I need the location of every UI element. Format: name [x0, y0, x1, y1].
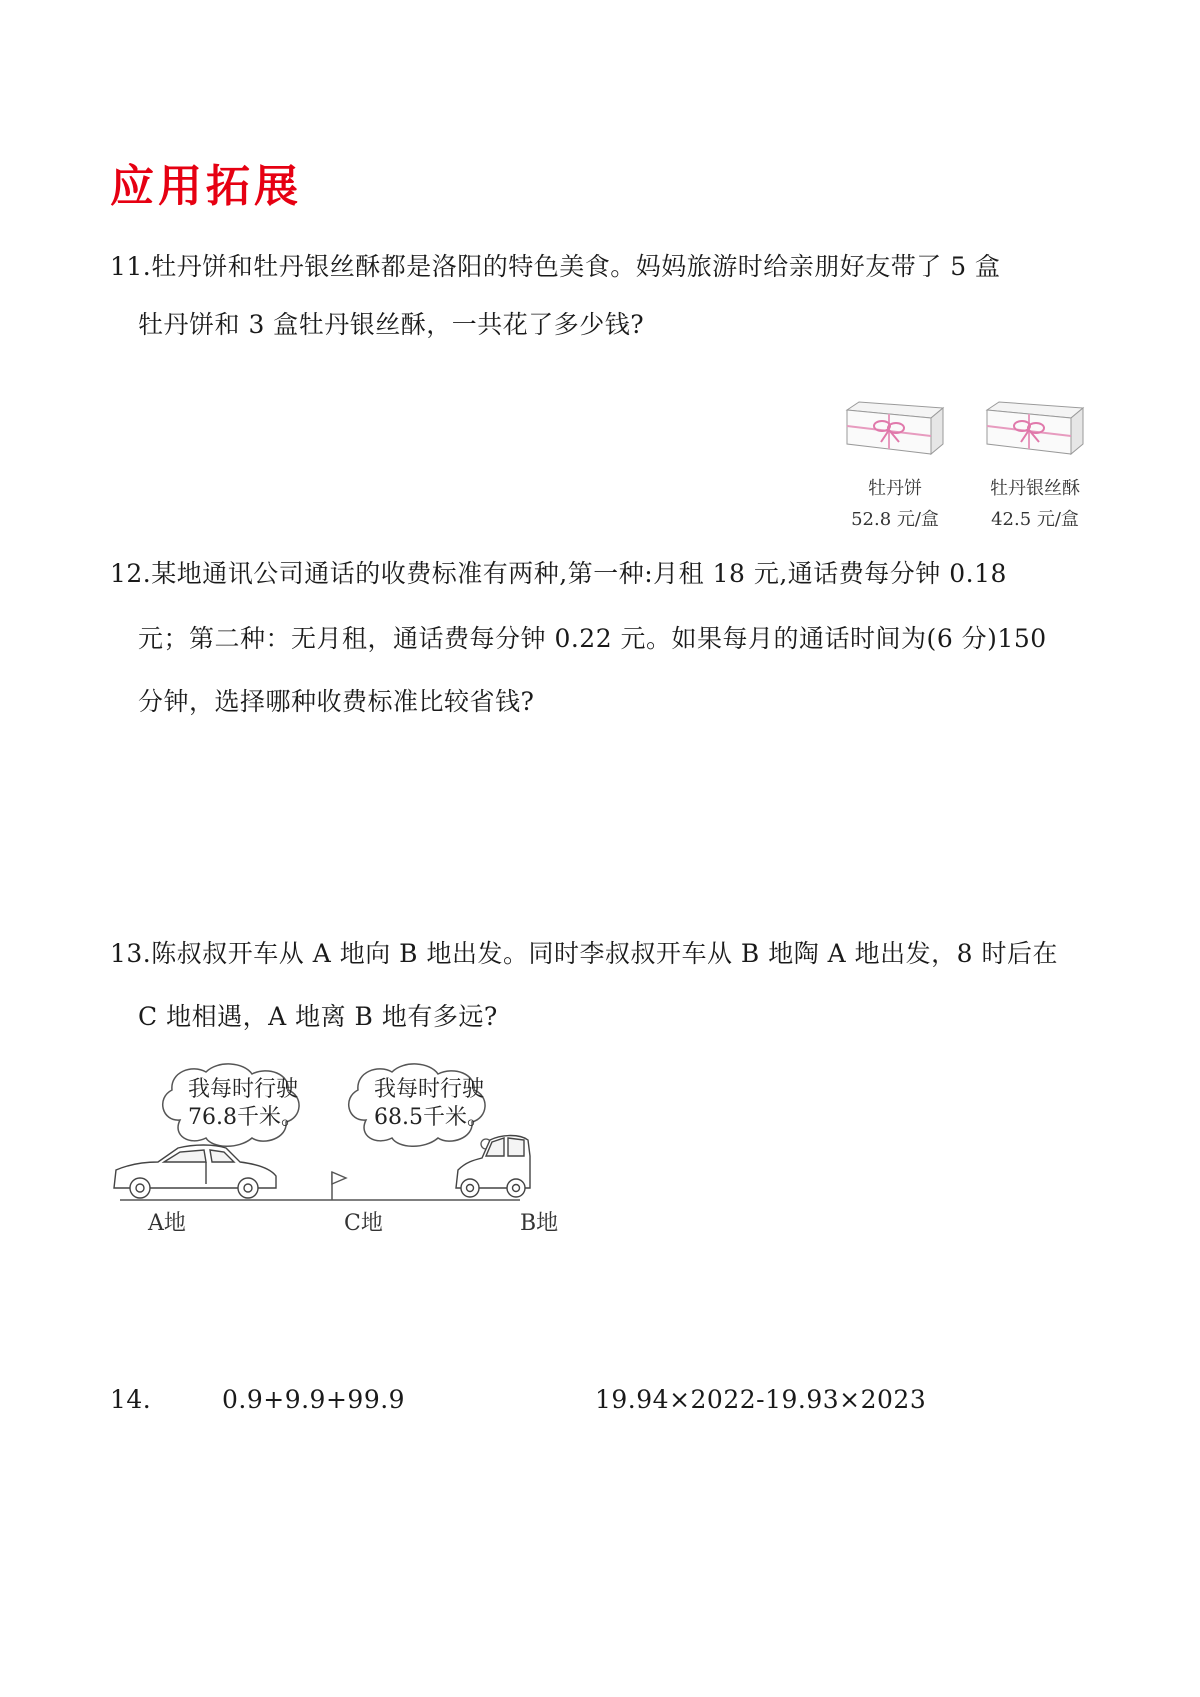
- q14-expression-1: 0.9+9.9+99.9: [222, 1385, 406, 1414]
- q14-number: 14.: [110, 1385, 152, 1414]
- q11-line-2: 牡丹饼和 3 盒牡丹银丝酥，一共花了多少钱?: [138, 310, 645, 339]
- product-price-2: 42.5 元/盒: [991, 509, 1079, 530]
- bubble-left-line-2: 76.8千米。: [188, 1105, 303, 1130]
- bubble-right-line-2: 68.5千米。: [374, 1105, 489, 1130]
- gift-box-image-1: [845, 400, 945, 462]
- q12-line-1: 12.某地通讯公司通话的收费标准有两种,第一种:月租 18 元,通话费每分钟 0.18: [110, 559, 1007, 588]
- section-title: 应用拓展: [110, 161, 302, 212]
- flag-icon: [332, 1172, 346, 1200]
- product-price-1: 52.8 元/盒: [851, 509, 939, 530]
- place-c-label: C地: [344, 1211, 383, 1236]
- bubble-right-line-1: 我每时行驶: [374, 1077, 485, 1102]
- place-a-label: A地: [148, 1211, 186, 1236]
- q12-line-2: 元；第二种：无月租，通话费每分钟 0.22 元。如果每月的通话时间为(6 分)150: [138, 624, 1047, 653]
- gift-box-image-2: [985, 400, 1085, 462]
- q12-line-3: 分钟，选择哪种收费标准比较省钱?: [138, 687, 535, 716]
- q13-line-1: 13.陈叔叔开车从 A 地向 B 地出发。同时李叔叔开车从 B 地陶 A 地出发，8 时后在: [110, 939, 1059, 968]
- car-right-icon: [456, 1136, 530, 1198]
- q11-line-1: 11.牡丹饼和牡丹银丝酥都是洛阳的特色美食。妈妈旅游时给亲朋好友带了 5 盒: [110, 252, 1001, 281]
- place-b-label: B地: [520, 1211, 559, 1236]
- car-left-icon: [114, 1145, 276, 1198]
- product-name-2: 牡丹银丝酥: [990, 478, 1080, 499]
- q14-expression-2: 19.94×2022-19.93×2023: [595, 1385, 927, 1414]
- q13-line-2: C 地相遇，A 地离 B 地有多远?: [138, 1002, 498, 1031]
- bubble-left-line-1: 我每时行驶: [188, 1077, 299, 1102]
- product-name-1: 牡丹饼: [868, 478, 922, 499]
